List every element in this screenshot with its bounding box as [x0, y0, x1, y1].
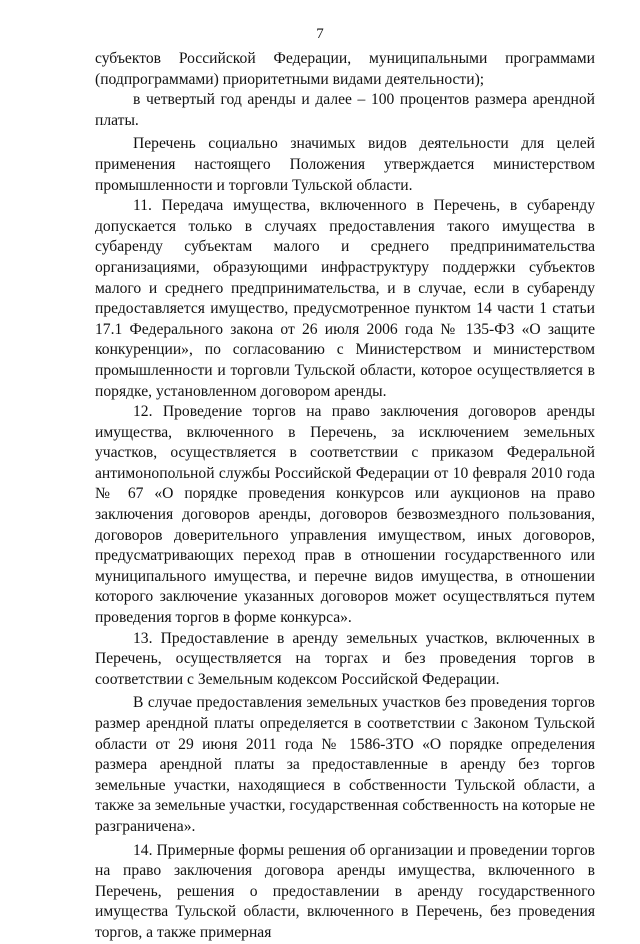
paragraph-clause-12: 12. Проведение торгов на право заключения договоров аренды имущества, включенного в Перечень, за исключением земельных участков, осуществляется в соответствии с приказом Федеральной антимонопольной службы Российской Федерации от 10 февраля 2010 года № 67 «О порядке проведения конкурсов или аукционов на право заключения договоров аренды, договоров безвозмездного пользования, договоров доверительного управления имуществом, иных договоров, предусматривающих переход прав в отношении государственного или муниципального имущества, и перечне видов имущества, в отношении которого заключение указанных договоров может осуществляться путем проведения торгов в форме конкурса». [95, 403, 595, 627]
page-number: 7 [316, 26, 324, 42]
paragraph-clause-11: 11. Передача имущества, включенного в Перечень, в субаренду допускается только в случаях предоставления такого имущества в субаренду субъектам малого и среднего предпринимательства организациями, образующими инфраструктуру поддержки субъектов малого и среднего предпринимательства, и в случае, если в субаренду предоставляется имущество, предусмотренное пунктом 14 части 1 статьи 17.1 Федерального закона от 26 июля 2006 года № 135-ФЗ «О защите конкуренции», по согласованию с Министерством и министерством промышленности и торговли Тульской области, которое осуществляется в порядке, установленном договором аренды. [95, 197, 595, 400]
paragraph-fourth-year-rent: в четвертый год аренды и далее – 100 процентов размера арендной платы. [95, 91, 595, 129]
paragraph-clause-13: 13. Предоставление в аренду земельных участков, включенных в Перечень, осуществляется на торгах и без проведения торгов в соответствии с Земельным кодексом Российской Федерации. [95, 629, 595, 688]
paragraph-land-without-tender: В случае предоставления земельных участков без проведения торгов размер арендной платы определяется в соответствии с Законом Тульской области от 29 июня 2011 года № 1586-ЗТО «О порядке определения размера арендной платы за предоставленные в аренду без торгов земельные участки, находящиеся в собственности Тульской области, а также за земельные участки, государственная собственность на которые не разграничена». [95, 694, 595, 835]
paragraph-continuation: субъектов Российской Федерации, муниципальными программами (подпрограммами) приоритетными видами деятельности); [95, 50, 595, 88]
document-body [95, 49, 595, 944]
paragraph-socially-significant-list: Перечень социально значимых видов деятельности для целей применения настоящего Положения утверждается министерством промышленности и торговли Тульской области. [95, 135, 595, 194]
paragraph-clause-14: 14. Примерные формы решения об организации и проведении торгов на право заключения договора аренды имущества, включенного в Перечень, решения о предоставлении в аренду государственного имущества Тульской области, включенного в Перечень, без проведения торгов, а также примерная [95, 841, 595, 941]
